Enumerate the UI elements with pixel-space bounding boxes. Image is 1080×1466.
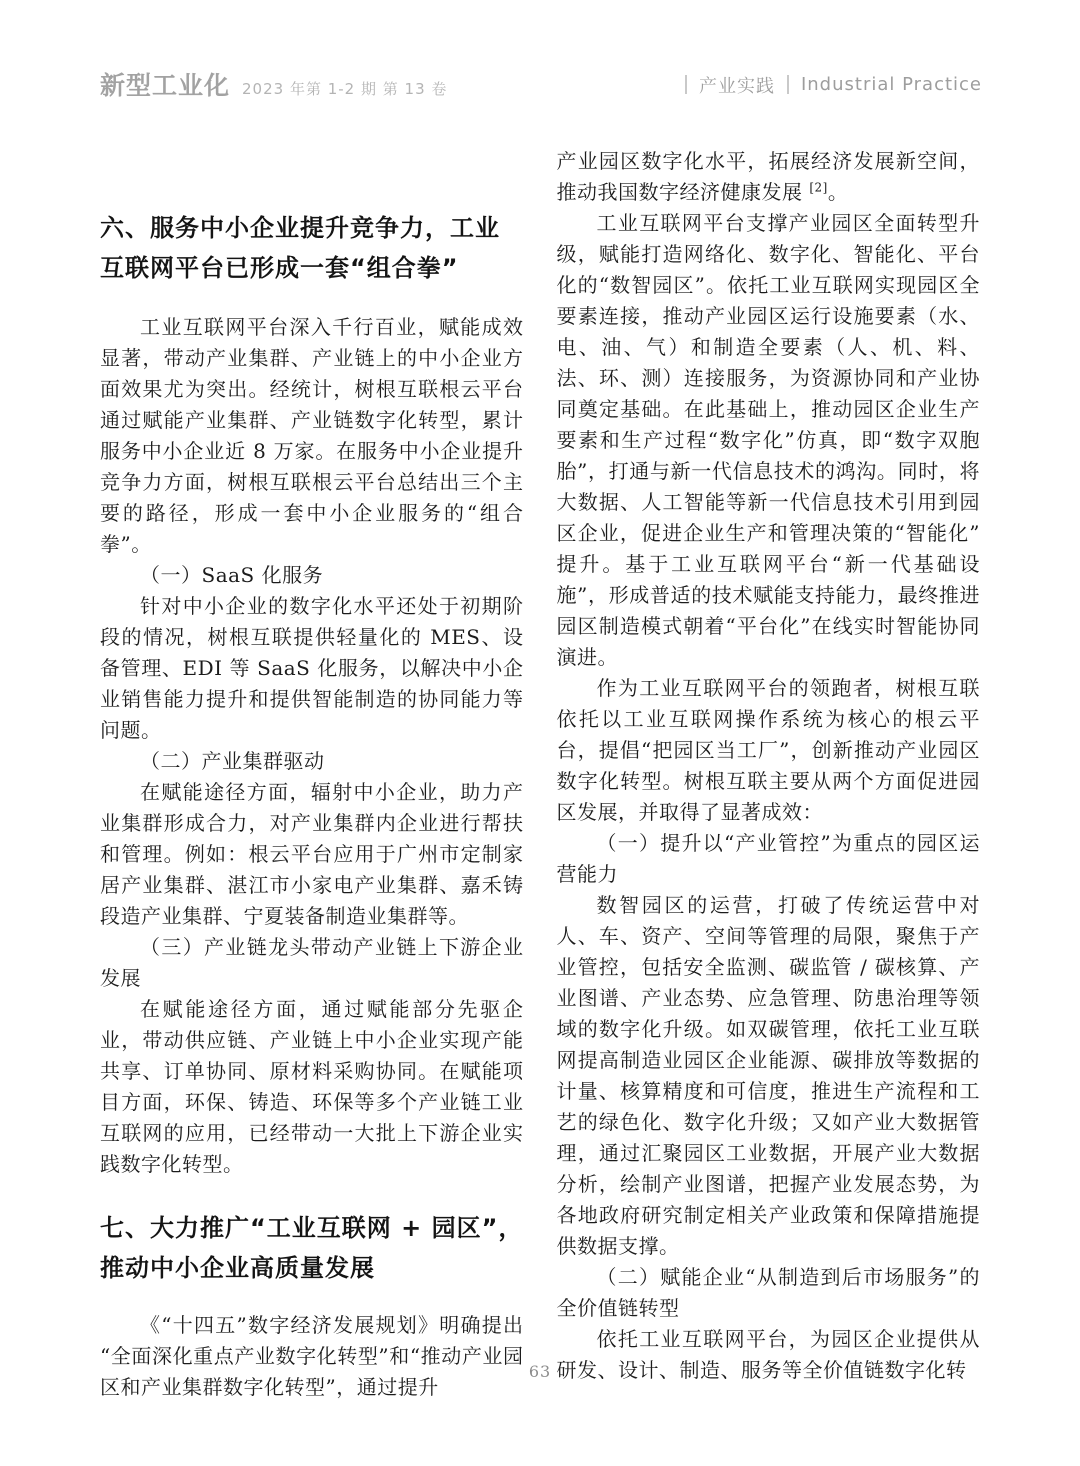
subsection-heading: （一）提升以“产业管控”为重点的园区运营能力 — [556, 831, 980, 886]
left-column — [100, 146, 524, 1403]
paragraph: 依托工业互联网平台，为园区企业提供从研发、设计、制造、服务等全价值链数字化转 — [556, 1327, 980, 1382]
journal-issue-info: 2023 年第 1-2 期 第 13 卷 — [242, 80, 448, 98]
section-label-cn: 产业实践 — [698, 75, 775, 97]
section-heading-6: 六、服务中小企业提升竞争力，工业互联网平台已形成一套“组合拳” — [100, 214, 500, 282]
paragraph-text: 。 — [827, 180, 849, 204]
divider-bar — [685, 75, 687, 94]
paragraph: 《“十四五”数字经济发展规划》明确提出“全面深化重点产业数字化转型”和“推动产业园区和产业集群数字化转型”，通过提升 — [100, 1313, 524, 1399]
paragraph: 工业互联网平台深入千行百业，赋能成效显著，带动产业集群、产业链上的中小企业方面效果尤为突出。经统计，树根互联根云平台通过赋能产业集群、产业链数字化转型，累计服务中小企业近 8 万家。在服务中小企业提升竞争力方面，树根互联根云平台总结出三个主要的路径，形成一套中小企业服务的“组合拳”。 — [100, 315, 524, 556]
paragraph: 在赋能途径方面，通过赋能部分先驱企业，带动供应链、产业链上中小企业实现产能共享、订单协同、原材料采购协同。在赋能项目方面，环保、铸造、环保等多个产业链工业互联网的应用，已经带动一大批上下游企业实践数字化转型。 — [100, 997, 524, 1176]
page-number: 63 — [528, 1362, 552, 1381]
paragraph: 工业互联网平台支撑产业园区全面转型升级，赋能打造网络化、数字化、智能化、平台化的“数智园区”。依托工业互联网实现园区全要素连接，推动产业园区运行设施要素（水、电、油、气）和制造全要素（人、机、料、法、环、测）连接服务，为资源协同和产业协同奠定基础。在此基础上，推动园区企业生产要素和生产过程“数字化”仿真，即“数字双胞胎”，打通与新一代信息技术的鸿沟。同时，将大数据、人工智能等新一代信息技术引用到园区企业，促进企业生产和管理决策的“智能化”提升。基于工业互联网平台“新一代基础设施”，形成普适的技术赋能支持能力，最终推进园区制造模式朝着“平台化”在线实时智能协同演进。 — [556, 211, 980, 669]
subsection-heading: （三）产业链龙头带动产业链上下游企业发展 — [100, 935, 524, 990]
subsection-heading: （二）赋能企业“从制造到后市场服务”的全价值链转型 — [556, 1265, 980, 1320]
subsection-heading: （一）SaaS 化服务 — [140, 563, 324, 587]
journal-masthead — [100, 66, 447, 102]
page-footer — [0, 1362, 1080, 1381]
paragraph: 针对中小企业的数字化水平还处于初期阶段的情况，树根互联提供轻量化的 MES、设备管理、EDI 等 SaaS 化服务，以解决中小企业销售能力提升和提供智能制造的协同能力等问题。 — [100, 594, 524, 742]
section-banner — [673, 72, 982, 98]
footnote-reference: [2] — [809, 180, 828, 195]
paragraph-text: 产业园区数字化水平，拓展经济发展新空间，推动我国数字经济健康发展 — [556, 149, 980, 204]
paragraph: 数智园区的运营，打破了传统运营中对人、车、资产、空间等管理的局限，聚焦于产业管控，包括安全监测、碳监管 / 碳核算、产业图谱、产业态势、应急管理、防患治理等领域的数字化升级。如双碳管理，依托工业互联网提高制造业园区企业能源、碳排放等数据的计量、核算精度和可信度，推进生产流程和工艺的绿色化、数字化升级；又如产业大数据管理，通过汇聚园区工业数据，开展产业大数据分析，绘制产业图谱，把握产业发展态势，为各地政府研究制定相关产业政策和保障措施提供数据支撑。 — [556, 893, 980, 1258]
right-column — [557, 146, 981, 1403]
paragraph: 在赋能途径方面，辐射中小企业，助力产业集群形成合力，对产业集群内企业进行帮扶和管理。例如：根云平台应用于广州市定制家居产业集群、湛江市小家电产业集群、嘉禾铸段造产业集群、宁夏装备制造业集群等。 — [100, 780, 524, 928]
paragraph: 作为工业互联网平台的领跑者，树根互联依托以工业互联网操作系统为核心的根云平台，提倡“把园区当工厂”，创新推动产业园区数字化转型。树根互联主要从两个方面促进园区发展，并取得了显著成效： — [556, 676, 980, 824]
divider-bar — [787, 75, 789, 94]
article-body — [100, 146, 980, 1403]
journal-name: 新型工业化 — [100, 71, 231, 100]
section-heading-7: 七、大力推广“工业互联网 + 园区”，推动中小企业高质量发展 — [100, 1214, 524, 1282]
page-header — [100, 66, 982, 102]
paragraph-continuation — [557, 146, 981, 208]
subsection-heading: （二）产业集群驱动 — [140, 749, 325, 773]
section-label-en: Industrial Practice — [800, 74, 982, 95]
